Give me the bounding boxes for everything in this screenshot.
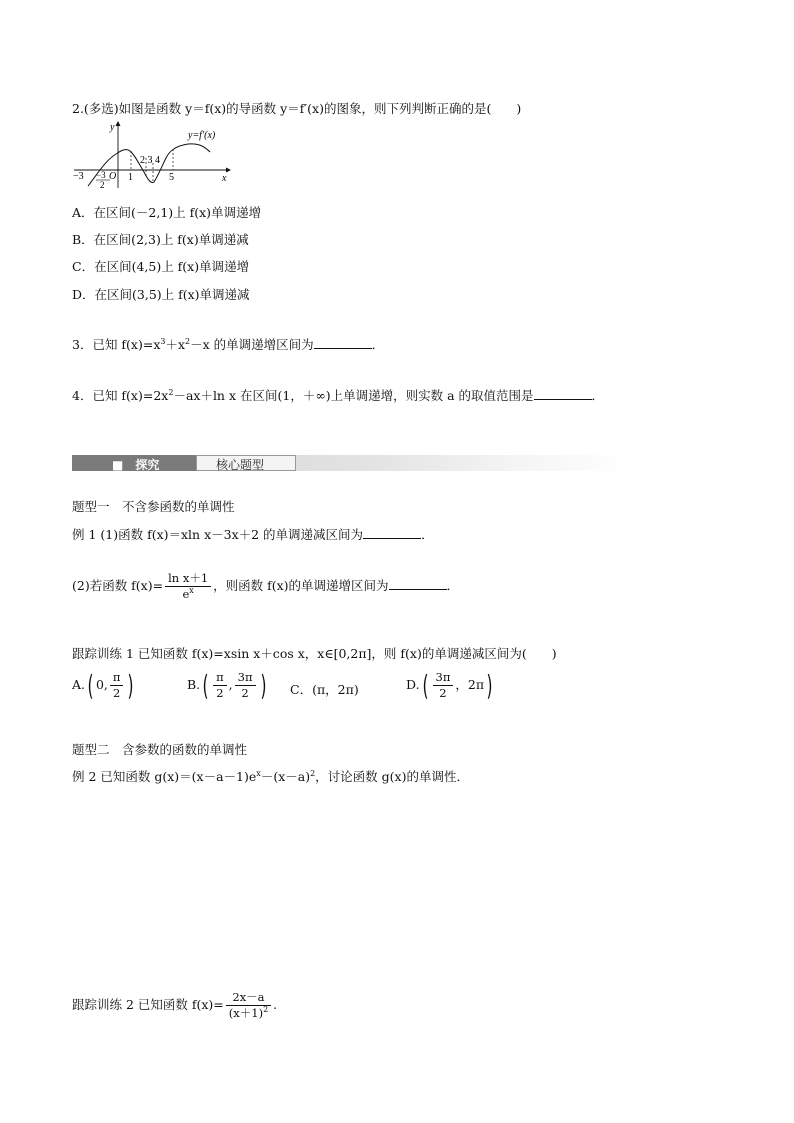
q4-text: 4．已知 $f(x)=2x^2-ax+\ln$ x 在区间(1，＋∞)上单调递增，则实数 a 的取值范围是 ． — [72, 388, 605, 403]
graph-tick-frac-den: 2 — [100, 180, 105, 190]
graph-tick-minus3: −3 — [73, 171, 84, 182]
track2-stem: 跟踪训练 2 已知函数 f(x)= $\frac{2x-a}{(x+1)^2}$ . — [72, 990, 278, 1020]
answer-blank — [314, 336, 372, 349]
graph-curve-label: y=f′(x) — [188, 130, 216, 141]
graph-origin: O — [109, 171, 117, 182]
graph-tick-234: 2 3 4 — [140, 155, 160, 166]
answer-blank — [534, 387, 592, 400]
graph-tick-5: 5 — [169, 172, 174, 183]
answer-blank — [363, 526, 421, 539]
type2-title: 题型二 含参数的函数的单调性 — [72, 742, 248, 757]
q2-option-b: B．在区间(2,3)上 f(x)单调递减 — [72, 232, 249, 247]
q2-option-d: D．在区间(3,5)上 f(x)单调递减 — [72, 287, 250, 302]
example2-text: 例 2 已知函数 $g(x)=(x-a-1)e^x-(x-a)^2$，讨论函数 g(x)的单调性． — [72, 769, 469, 784]
type1-title: 题型一 不含参函数的单调性 — [72, 499, 235, 514]
section-label-core: 核心题型 — [216, 458, 265, 472]
q3-text: 3．已知 $f(x)=x^3+x^2-x$ 的单调递增区间为 ． — [72, 337, 385, 352]
track1-option-b: B.( $\frac{\pi}{2}$ , $\frac{3\pi}{2}$ ) — [187, 668, 267, 702]
q2-option-c: C．在区间(4,5)上 f(x)单调递增 — [72, 259, 250, 274]
track1-stem: 跟踪训练 1 已知函数 f(x)=xsin x＋cos x，x∈[0,2π]，则 f(x)的单调递减区间为( ) — [72, 646, 557, 661]
answer-blank — [389, 577, 447, 590]
track1-option-c: C．(π，2π) — [290, 682, 359, 697]
example1-part2: (2)若函数 f(x)= $\frac{\text{ln x＋1}}{e^x}$ ，则函数 f(x)的单调递增区间为 ． — [72, 571, 460, 601]
q2-option-a: A．在区间(－2,1)上 f(x)单调递增 — [72, 205, 262, 220]
track1-option-a: A.( 0, $\frac{\pi}{2}$ ) — [72, 668, 134, 702]
q2-stem: 2.(多选)如图是函数 y＝f(x)的导函数 y＝f′(x)的图象，则下列判断正确的是( ) — [72, 101, 522, 116]
section-label-explore: ■ 探究 — [112, 458, 160, 472]
graph-tick-frac-num: −3 — [96, 170, 106, 180]
graph-tick-1: 1 — [128, 172, 133, 183]
graph-y-label: y — [110, 122, 115, 133]
graph-x-label: x — [222, 173, 227, 184]
track1-option-d: D.( $\frac{3\pi}{2}$ ，2π) — [406, 668, 493, 702]
derivative-graph — [70, 118, 235, 190]
example1-part1: 例 1 (1)函数 f(x)＝xln x－3x＋2 的单调递减区间为 ． — [72, 527, 434, 542]
